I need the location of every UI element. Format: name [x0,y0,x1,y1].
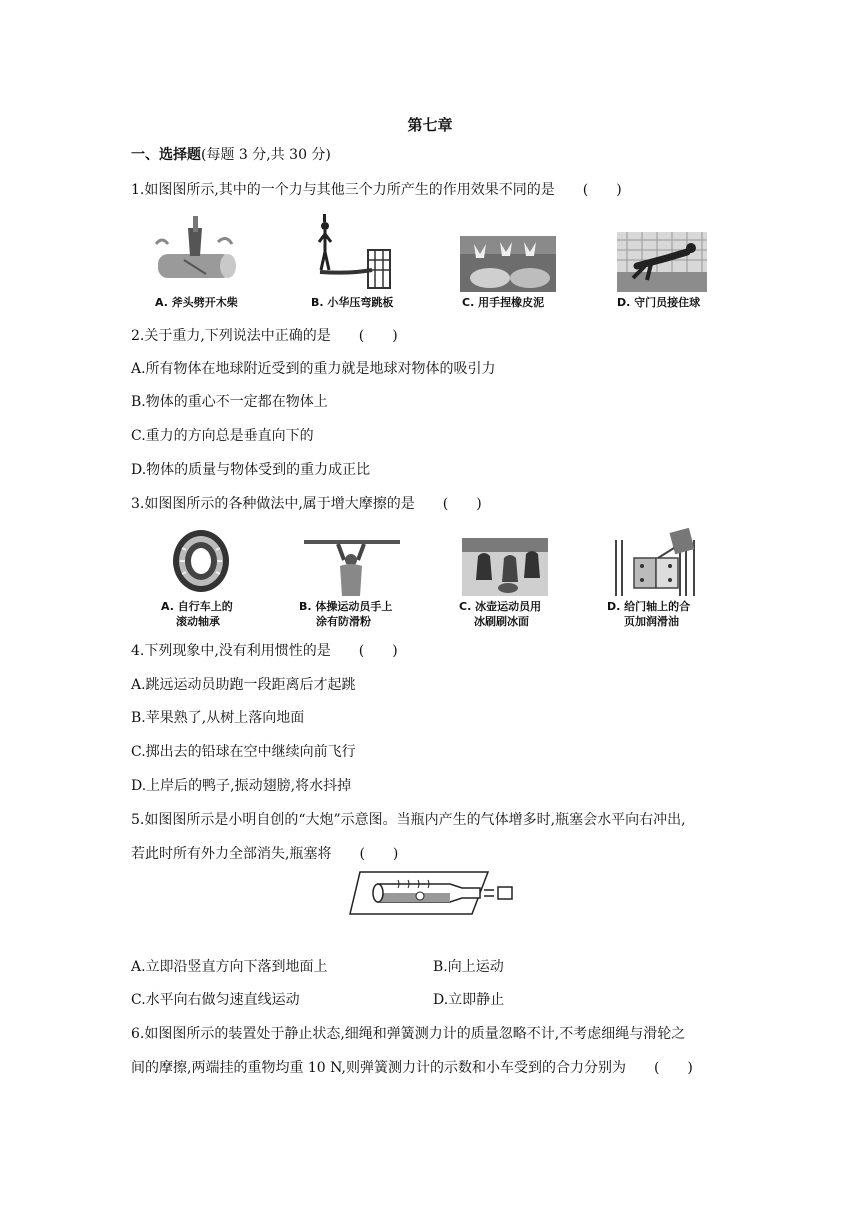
axe-splitting-wood-image [148,214,240,290]
question-4-stem: 4.下列现象中,没有利用惯性的是 ( ) [131,643,398,659]
question-5-stem-line2: 若此时所有外力全部消失,瓶塞将 ( ) [131,846,399,862]
q2-option-b: B.物体的重心不一定都在物体上 [131,394,328,410]
section-score-note: (每题 3 分,共 30 分) [201,147,331,163]
question-6-stem-line1: 6.如图图所示的装置处于静止状态,细绳和弹簧测力计的质量忽略不计,不考虑细绳与滑轮之 [131,1026,686,1042]
question-3-stem: 3.如图图所示的各种做法中,属于增大摩擦的是 ( ) [131,496,482,512]
question-6-stem-line2: 间的摩擦,两端挂的重物均重 10 N,则弹簧测力计的示数和小车受到的合力分别为 ( ) [131,1060,693,1076]
question-5-stem-line1: 5.如图图所示是小明自创的“大炮”示意图。当瓶内产生的气体增多时,瓶塞会水平向右冲出, [131,812,686,828]
q1-caption-c: C. 用手捏橡皮泥 [462,296,545,309]
q3-caption-d-line2: 页加润滑油 [624,615,679,628]
gymnast-bar-image [304,536,400,596]
chapter-title: 第七章 [407,116,453,134]
curling-image [462,538,548,596]
q2-option-a: A.所有物体在地球附近受到的重力就是地球对物体的吸引力 [131,361,496,377]
pinching-clay-image [460,236,556,292]
q2-option-c: C.重力的方向总是垂直向下的 [131,428,314,444]
section-heading [131,146,331,164]
q2-option-d: D.物体的质量与物体受到的重力成正比 [131,462,371,478]
q3-caption-b-line1: B. 体操运动员手上 [299,600,393,613]
q3-caption-d-line1: D. 给门轴上的合 [607,600,691,613]
q5-option-a: A.立即沿竖直方向下落到地面上 [131,959,328,975]
q3-caption-c-line1: C. 冰壶运动员用 [459,600,542,613]
q4-option-d: D.上岸后的鸭子,振动翅膀,将水抖掉 [131,778,352,794]
q4-option-a: A.跳远运动员助跑一段距离后才起跳 [131,677,356,693]
roller-bearing-image [170,528,232,594]
q1-caption-b: B. 小华压弯跳板 [311,296,394,309]
hinge-oil-image [612,528,702,596]
q5-option-c: C.水平向右做匀速直线运动 [131,992,300,1008]
diving-board-image [310,212,396,292]
q3-caption-a-line2: 滚动轴承 [176,615,220,628]
q4-option-c: C.掷出去的铅球在空中继续向前飞行 [131,744,356,760]
q4-option-b: B.苹果熟了,从树上落向地面 [131,710,305,726]
q3-caption-a-line1: A. 自行车上的 [161,600,233,613]
q3-caption-b-line2: 涂有防滑粉 [316,615,371,628]
section-heading-text: 一、选择题 [131,147,201,163]
q1-caption-a: A. 斧头劈开木柴 [155,296,238,309]
question-2-stem: 2.关于重力,下列说法中正确的是 ( ) [131,328,398,344]
question-1-stem: 1.如图图所示,其中的一个力与其他三个力所产生的作用效果不同的是 ( ) [131,182,622,198]
q5-option-d: D.立即静止 [433,992,505,1008]
cannon-bottle-diagram [348,868,518,918]
goalkeeper-image [617,232,707,292]
q5-option-b: B.向上运动 [433,959,504,975]
q1-caption-d: D. 守门员接住球 [617,296,701,309]
q3-caption-c-line2: 冰刷刷冰面 [474,615,529,628]
